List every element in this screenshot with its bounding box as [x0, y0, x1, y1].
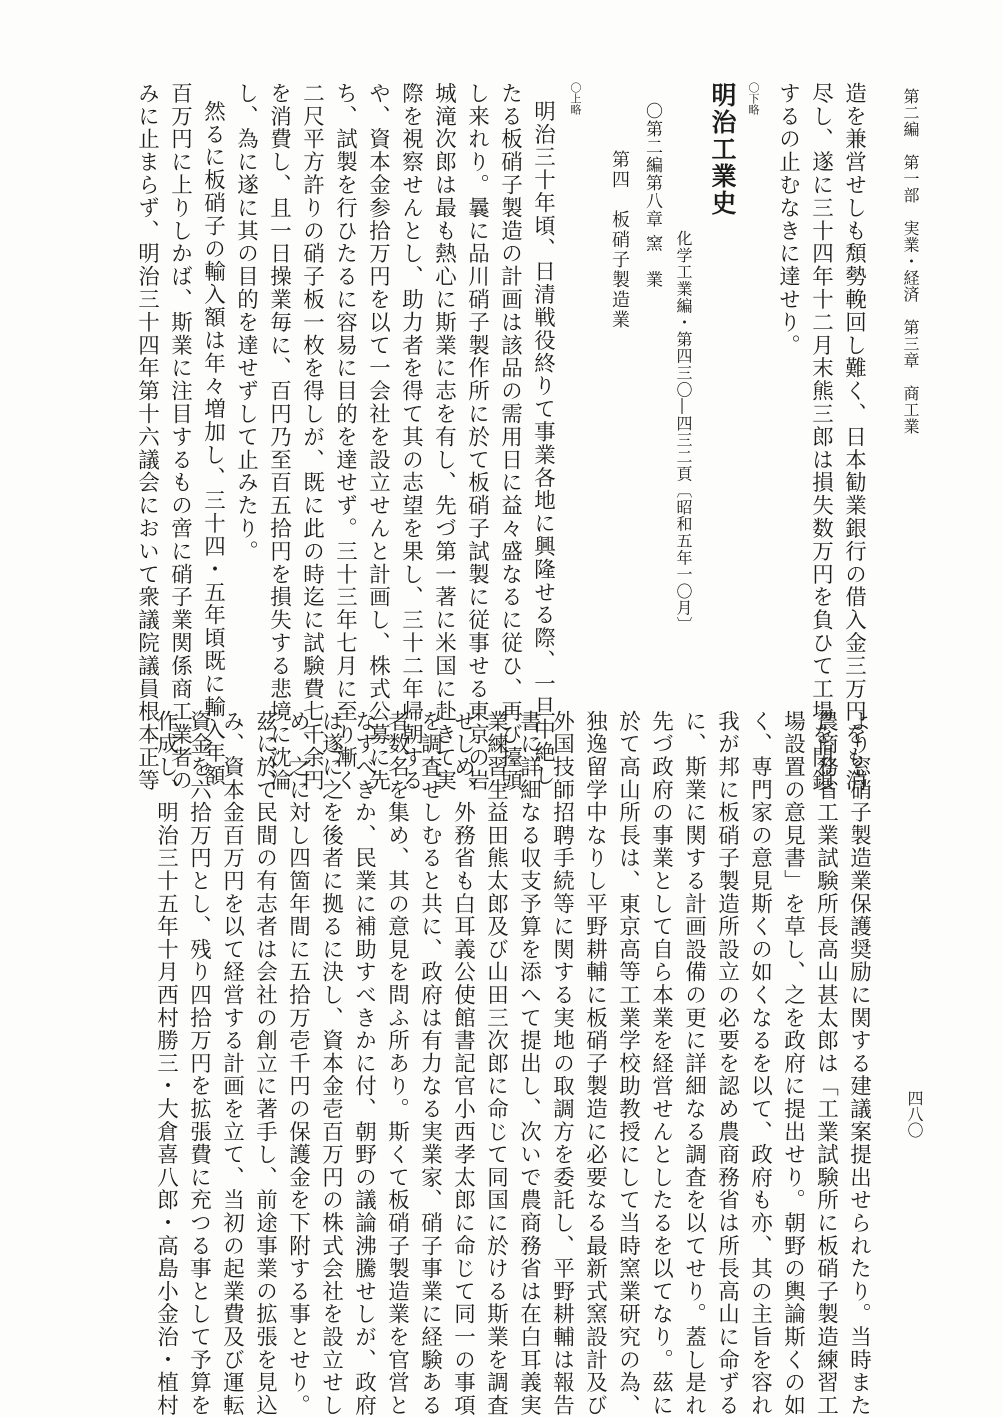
paragraph-line-13: みに止まらず、明治三十四年第十六議会において衆議院議員根本正等 — [134, 82, 160, 792]
page-number: 四八〇 — [905, 1090, 924, 1138]
lower-line-3: 場設置の意見書」を草し、之を政府に提出せり。朝野の輿論斯くの如 — [780, 710, 806, 1417]
lower-line-5: 我が邦に板硝子製造所設立の必要を認め農商務省は所長高山に命ずる — [714, 710, 740, 1417]
source-citation: 化学工業編・第四三〇―四三二頁〔昭和五年一〇月〕 — [674, 230, 693, 634]
lower-line-22: 作成し、明治三十五年十月西村勝三・大倉喜八郎・高島小金治・植村 — [153, 710, 179, 1417]
paragraph-line-6: や、資本金参拾万円を以て一会社を設立せんと計画し、株式公募に先 — [365, 82, 391, 792]
lower-line-2: 農商務省工業試験所長高山甚太郎は「工業試験所に板硝子製造練習工 — [813, 710, 839, 1417]
paragraph-line-9: を消費し、且一日操業毎に、百円乃至百五拾円を損失する悲境に沈淪 — [266, 82, 292, 792]
paragraph-line-2: たる板硝子製造の計画は該品の需用日に益々盛なるに従ひ、再び擡頭 — [497, 82, 523, 792]
paragraph-line-8: 二尺平方許りの硝子板一枚を得しが、既に此の時迄に試験費七千余円 — [299, 82, 325, 792]
running-header — [902, 88, 918, 435]
section-heading: 第四 板硝子製造業 — [609, 150, 630, 330]
paragraph-line-4: 城滝次郎は最も熱心に斯業に志を有し、先づ第一著に米国に赴きて実 — [431, 82, 457, 792]
paragraph-line-12: 百万円に上りしかば、斯業に注目するもの啻に硝子業関係商工業者の — [167, 82, 193, 792]
upper-line-1: 造を兼営せしも頽勢輓回し難く、日本勧業銀行の借入金三万円をも消 — [841, 82, 867, 792]
lower-line-4: く、専門家の意見斯くの如くなるを以て、政府も亦、其の主旨を容れ — [747, 710, 773, 1417]
lower-line-14: を調査せしむると共に、政府は有力なる実業家、硝子事業に経験ある — [417, 710, 443, 1417]
upper-line-3: するの止むなきに達せり。 — [775, 82, 801, 357]
lower-line-18: め、之に対し四箇年間に五拾万壱千円の保護金を下附する事とせり。 — [285, 710, 311, 1417]
paragraph-line-5: 際を視察せんとし、助力者を得て其の志望を果し、三十二年帰朝する — [398, 82, 424, 792]
paragraph-line-3: し来れり。曩に品川硝子製作所に於て板硝子試製に従事せる東京の岩 — [464, 82, 490, 792]
lower-line-15: 者数名を集め、其の意見を問ふ所あり。斯くて板硝子製造業を官営と — [384, 710, 410, 1417]
lower-line-6: に、斯業に関する計画設備の更に詳細なる調査を以てせり。蓋し是れ — [681, 710, 707, 1417]
lower-line-7: 先づ政府の事業として自ら本業を経営せんとしたるを以てなり。茲に — [648, 710, 674, 1417]
paragraph-line-1: 明治三十年頃、日清戦役終りて事業各地に興隆せる際、一旦中絶し — [530, 100, 556, 787]
lower-line-13: せしめ、外務省も白耳義公使館書記官小西孝太郎に命じて同一の事項 — [450, 710, 476, 1417]
lower-line-20: み、資本金百万円を以て経営する計画を立て、当初の起業費及び運転 — [219, 710, 245, 1417]
lower-line-17: は遂に之を後者に拠るに決し、資本金壱百万円の株式会社を設立せし — [318, 710, 344, 1417]
chapter-heading: 〇第二編第八章 窯 業 — [642, 102, 662, 289]
lower-line-19: 茲に於て民間の有志者は会社の創立に著手し、前途事業の拡張を見込 — [252, 710, 278, 1417]
lower-line-21: 資金を六拾万円とし、残り四拾万円を拡張費に充つる事として予算を — [186, 710, 212, 1417]
lower-line-8: 於て高山所長は、東京高等工業学校助教授にして当時窯業研究の為、 — [615, 710, 641, 1417]
upper-line-2: 尽し、遂に三十四年十二月末熊三郎は損失数万円を負ひて工場を閉鎖 — [808, 82, 834, 792]
lower-line-10: 外国技師招聘手続等に関する実地の取調方を委託し、平野耕輔は報告 — [549, 710, 575, 1417]
paragraph-line-10: し、為に遂に其の目的を達せずして止みたり。 — [233, 82, 259, 563]
paragraph-line-7: ち、試製を行ひたるに容易に目的を達せず。三十三年七月に至り漸く — [332, 82, 358, 792]
note-omitted-below: 〇下略 — [747, 82, 760, 115]
lower-line-11: 書に詳細なる収支予算を添へて提出し、次いで農商務省は在白耳義実 — [516, 710, 542, 1417]
running-header-text: 第二編 第一部 実業・経済 第三章 商工業 — [901, 88, 920, 435]
lower-line-16: なすべきか、民業に補助すべきかに付、朝野の議論沸騰せしが、政府 — [351, 710, 377, 1417]
lower-line-12: 業練習生益田熊太郎及び山田三次郎に命じて同国に於ける斯業を調査 — [483, 710, 509, 1417]
paragraph-line-11: 然るに板硝子の輸入額は年々増加し、三十四・五年頃既に輸入年額 — [200, 100, 226, 787]
source-title: 明治工業史 — [708, 82, 737, 217]
note-omitted-above: 〇上略 — [569, 82, 582, 115]
lower-line-9: 独逸留学中なりし平野耕輔に板硝子製造に必要なる最新式窯設計及び — [582, 710, 608, 1417]
lower-line-1: より窓硝子製造業保護奨励に関する建議案提出せられたり。当時また — [846, 710, 872, 1417]
